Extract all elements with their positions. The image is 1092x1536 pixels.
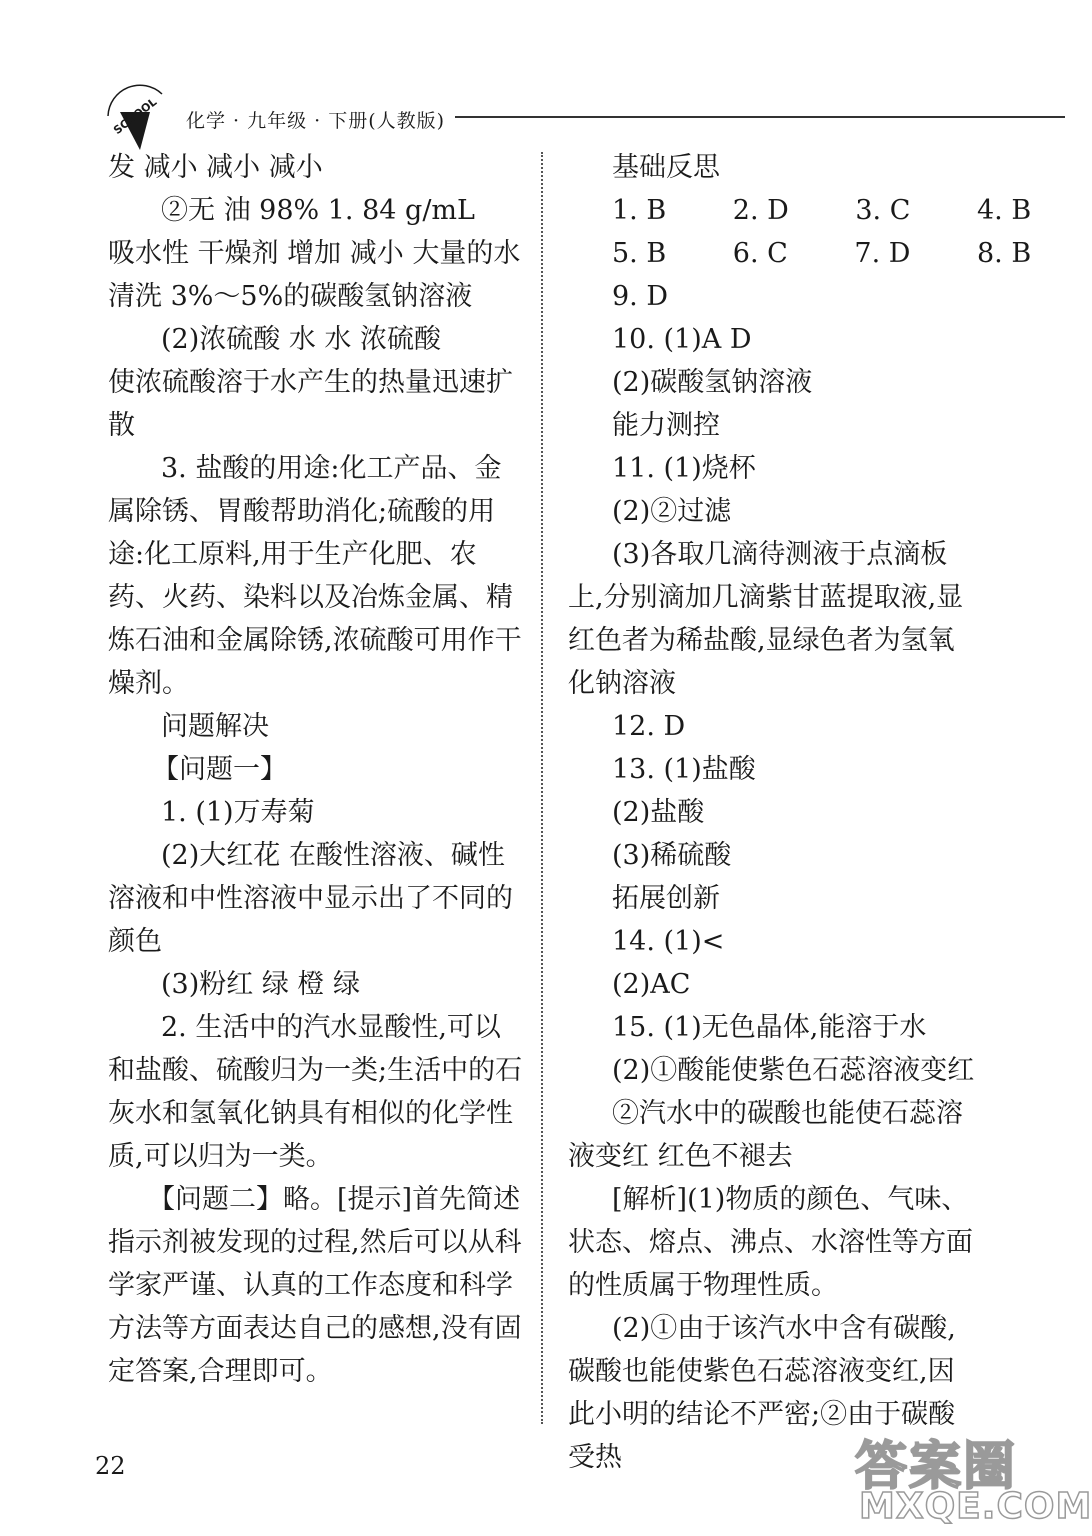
answer-line: (2)浓硫酸 水 水 浓硫酸 <box>161 324 441 355</box>
answer-line: (3)粉红 绿 橙 绿 <box>161 969 360 1000</box>
header-rule <box>455 116 1065 118</box>
answer-line: 14. (1)< <box>612 926 725 957</box>
answer-line: 9. D <box>612 281 668 312</box>
watermark-text: 答案圈 <box>855 1437 1018 1497</box>
answer-paragraph: (2)大红花 在酸性溶液、碱性溶液和中性溶液中显示出了不同的颜色 <box>108 840 513 957</box>
answer-item: 8. B <box>976 238 1032 269</box>
answer-line: 发 减小 减小 减小 <box>108 152 323 183</box>
answer-item: 2. D <box>732 195 789 226</box>
analysis-paragraph: [解析](1)物质的颜色、气味、状态、熔点、沸点、水溶性等方面的性质属于物理性质。 <box>568 1184 973 1301</box>
answer-paragraph: 吸水性 干燥剂 增加 减小 大量的水清洗 3%～5%的碳酸氢钠溶液 <box>108 238 521 312</box>
answer-paragraph: 使浓硫酸溶于水产生的热量迅速扩散 <box>108 367 513 441</box>
answer-line: (2)②过滤 <box>612 496 732 527</box>
answer-line: 11. (1)烧杯 <box>612 453 756 484</box>
page-number: 22 <box>95 1452 126 1480</box>
answer-line: (2)①酸能使紫色石蕊溶液变红 <box>612 1055 975 1086</box>
answer-item: 3. C <box>855 195 911 226</box>
section-heading: 能力测控 <box>612 410 720 441</box>
answer-item: 7. D <box>854 238 911 269</box>
answer-paragraph: (3)各取几滴待测液于点滴板上,分别滴加几滴紫甘蓝提取液,显红色者为稀盐酸,显绿色者为氢氧化钠溶液 <box>568 539 964 699</box>
column-divider <box>541 152 543 1424</box>
answer-line: 12. D <box>612 711 686 742</box>
answer-item: 6. C <box>732 238 788 269</box>
answer-line: (2)AC <box>612 969 691 1000</box>
svg-text:SCHOOL: SCHOOL <box>111 95 160 138</box>
answer-line: 10. (1)A D <box>612 324 752 355</box>
problem-heading: 【问题一】 <box>152 754 287 785</box>
answer-item: 1. B <box>612 195 667 226</box>
answer-paragraph: ②汽水中的碳酸也能使石蕊溶液变红 红色不褪去 <box>568 1098 963 1172</box>
answer-paragraph: 3. 盐酸的用途:化工产品、金属除锈、胃酸帮助消化;硫酸的用途:化工原料,用于生产化肥、农药、火药、染料以及冶炼金属、精炼石油和金属除锈,浓硫酸可用作干燥剂。 <box>108 453 522 699</box>
right-column <box>568 146 1032 1479</box>
analysis-paragraph: (2)①由于该汽水中含有碳酸,碳酸也能使紫色石蕊溶液变红,因此小明的结论不严密;②由于碳酸受热 <box>568 1313 956 1473</box>
section-heading: 拓展创新 <box>612 883 720 914</box>
answer-line: (2)碳酸氢钠溶液 <box>612 367 813 398</box>
answer-paragraph: 【问题二】略。[提示]首先简述指示剂被发现的过程,然后可以从科学家严谨、认真的工作态度和科学方法等方面表达自己的感想,没有固定答案,合理即可。 <box>108 1184 522 1387</box>
answer-line: 1. (1)万寿菊 <box>161 797 315 828</box>
answer-line: 13. (1)盐酸 <box>612 754 756 785</box>
answer-line: (3)稀硫酸 <box>612 840 732 871</box>
answer-row <box>568 232 1032 275</box>
section-heading: 问题解决 <box>161 711 269 742</box>
answer-row <box>568 189 1032 232</box>
section-heading: 基础反思 <box>612 152 720 183</box>
watermark-logo <box>855 1424 1092 1530</box>
answer-item: 5. B <box>612 238 667 269</box>
answer-paragraph: 2. 生活中的汽水显酸性,可以和盐酸、硫酸归为一类;生活中的石灰水和氢氧化钠具有相似的化学性质,可以归为一类。 <box>108 1012 523 1172</box>
book-title: 化学 · 九年级 · 下册(人教版) <box>186 110 446 132</box>
watermark-url: MXQE.COM <box>859 1486 1092 1527</box>
answer-line: ②无 油 98% 1. 84 g/mL <box>161 195 475 226</box>
answer-item: 4. B <box>976 195 1032 226</box>
answer-line: 15. (1)无色晶体,能溶于水 <box>612 1012 927 1043</box>
answer-line: (2)盐酸 <box>612 797 705 828</box>
left-column <box>108 146 526 1393</box>
